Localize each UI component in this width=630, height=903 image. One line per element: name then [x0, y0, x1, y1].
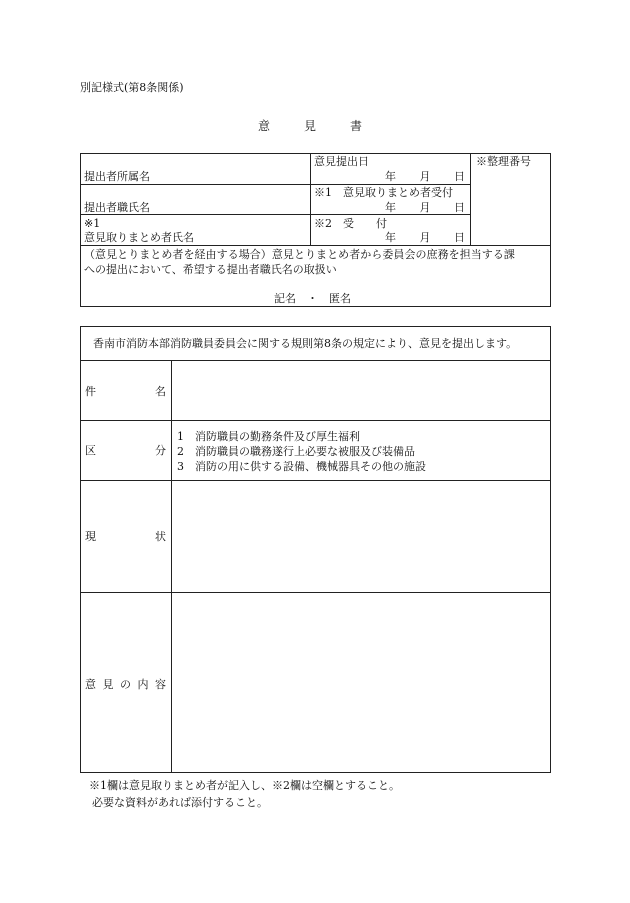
opinion-date-label: 意見提出日 — [314, 155, 369, 168]
day-unit: 日 — [454, 201, 465, 214]
opinion-content-label — [85, 678, 166, 691]
summarizer-receipt-label: ※1 意見取りまとめ者受付 — [314, 186, 453, 199]
top-table-divider — [80, 184, 471, 185]
main-table-border — [80, 326, 81, 773]
opinion-date-units — [385, 170, 465, 183]
note-1: ※1欄は意見取りまとめ者が記入し、※2欄は空欄とすること。 — [89, 779, 400, 792]
receipt-label: ※2 受 付 — [314, 217, 387, 230]
label-char: 区 — [85, 444, 96, 457]
top-table-divider — [310, 153, 311, 245]
main-table-divider — [80, 360, 551, 361]
label-char: 名 — [155, 385, 166, 398]
title-char: 見 — [303, 119, 316, 133]
title-char: 意 — [258, 119, 271, 133]
top-table-border — [80, 153, 551, 154]
label-char: 件 — [85, 385, 96, 398]
category-options — [177, 429, 426, 474]
top-table-border — [80, 306, 551, 307]
month-unit: 月 — [419, 201, 431, 214]
label-char: 見 — [102, 678, 114, 691]
top-table-border — [80, 153, 81, 307]
top-table-divider — [470, 153, 471, 245]
top-table-divider — [80, 245, 551, 246]
handling-options: 記名 ・ 匿名 — [274, 292, 351, 305]
summarizer-receipt-date-units — [385, 201, 465, 214]
submitter-affiliation-label: 提出者所属名 — [84, 170, 150, 183]
statement: 香南市消防本部消防職員委員会に関する規則第8条の規定により、意見を提出します。 — [93, 337, 518, 350]
year-unit: 年 — [385, 231, 396, 244]
submitter-name-label: 提出者職氏名 — [84, 201, 150, 214]
receipt-date-units — [385, 231, 465, 244]
main-table-divider — [171, 360, 172, 773]
handling-note-line2: への提出において、希望する提出者職氏名の取扱い — [84, 263, 337, 276]
opinion-content-field[interactable] — [176, 596, 546, 768]
label-char: 意 — [85, 678, 96, 691]
main-table-border — [80, 326, 551, 327]
main-table-divider — [80, 592, 551, 593]
category-item[interactable]: 1 消防職員の勤務条件及び厚生福利 — [177, 430, 360, 443]
day-unit: 日 — [454, 170, 465, 183]
document-title — [258, 119, 362, 133]
label-char: 状 — [155, 530, 166, 543]
form-reference: 別記様式(第8条関係) — [80, 81, 184, 94]
main-table-divider — [80, 480, 551, 481]
subject-field[interactable] — [176, 364, 546, 416]
handling-note-line1: （意見とりまとめ者を経由する場合）意見とりまとめ者から委員会の庶務を担当する課 — [84, 248, 515, 261]
summarizer-mark: ※1 — [84, 217, 101, 230]
category-item[interactable]: 2 消防職員の職務遂行上必要な被服及び装備品 — [177, 445, 415, 458]
top-table-border — [550, 153, 551, 307]
label-char: 分 — [155, 444, 166, 457]
label-char: 内 — [137, 678, 149, 691]
year-unit: 年 — [385, 170, 396, 183]
status-label — [85, 530, 166, 543]
main-table-border — [550, 326, 551, 773]
note-2: 必要な資料があれば添付すること。 — [92, 796, 268, 809]
label-char: 容 — [155, 678, 166, 691]
day-unit: 日 — [454, 231, 465, 244]
main-table-border — [80, 772, 551, 773]
main-table-divider — [80, 420, 551, 421]
status-field[interactable] — [176, 484, 546, 588]
month-unit: 月 — [419, 231, 431, 244]
year-unit: 年 — [385, 201, 396, 214]
label-char: の — [120, 678, 131, 691]
title-char: 書 — [349, 119, 362, 133]
label-char: 現 — [85, 530, 96, 543]
serial-number-label: ※整理番号 — [476, 155, 531, 168]
summarizer-name-label: 意見取りまとめ者氏名 — [84, 231, 194, 244]
top-table-divider — [80, 214, 471, 215]
category-label — [85, 444, 166, 457]
month-unit: 月 — [419, 170, 431, 183]
subject-label — [85, 385, 166, 398]
category-item[interactable]: 3 消防の用に供する設備、機械器具その他の施設 — [177, 460, 426, 473]
